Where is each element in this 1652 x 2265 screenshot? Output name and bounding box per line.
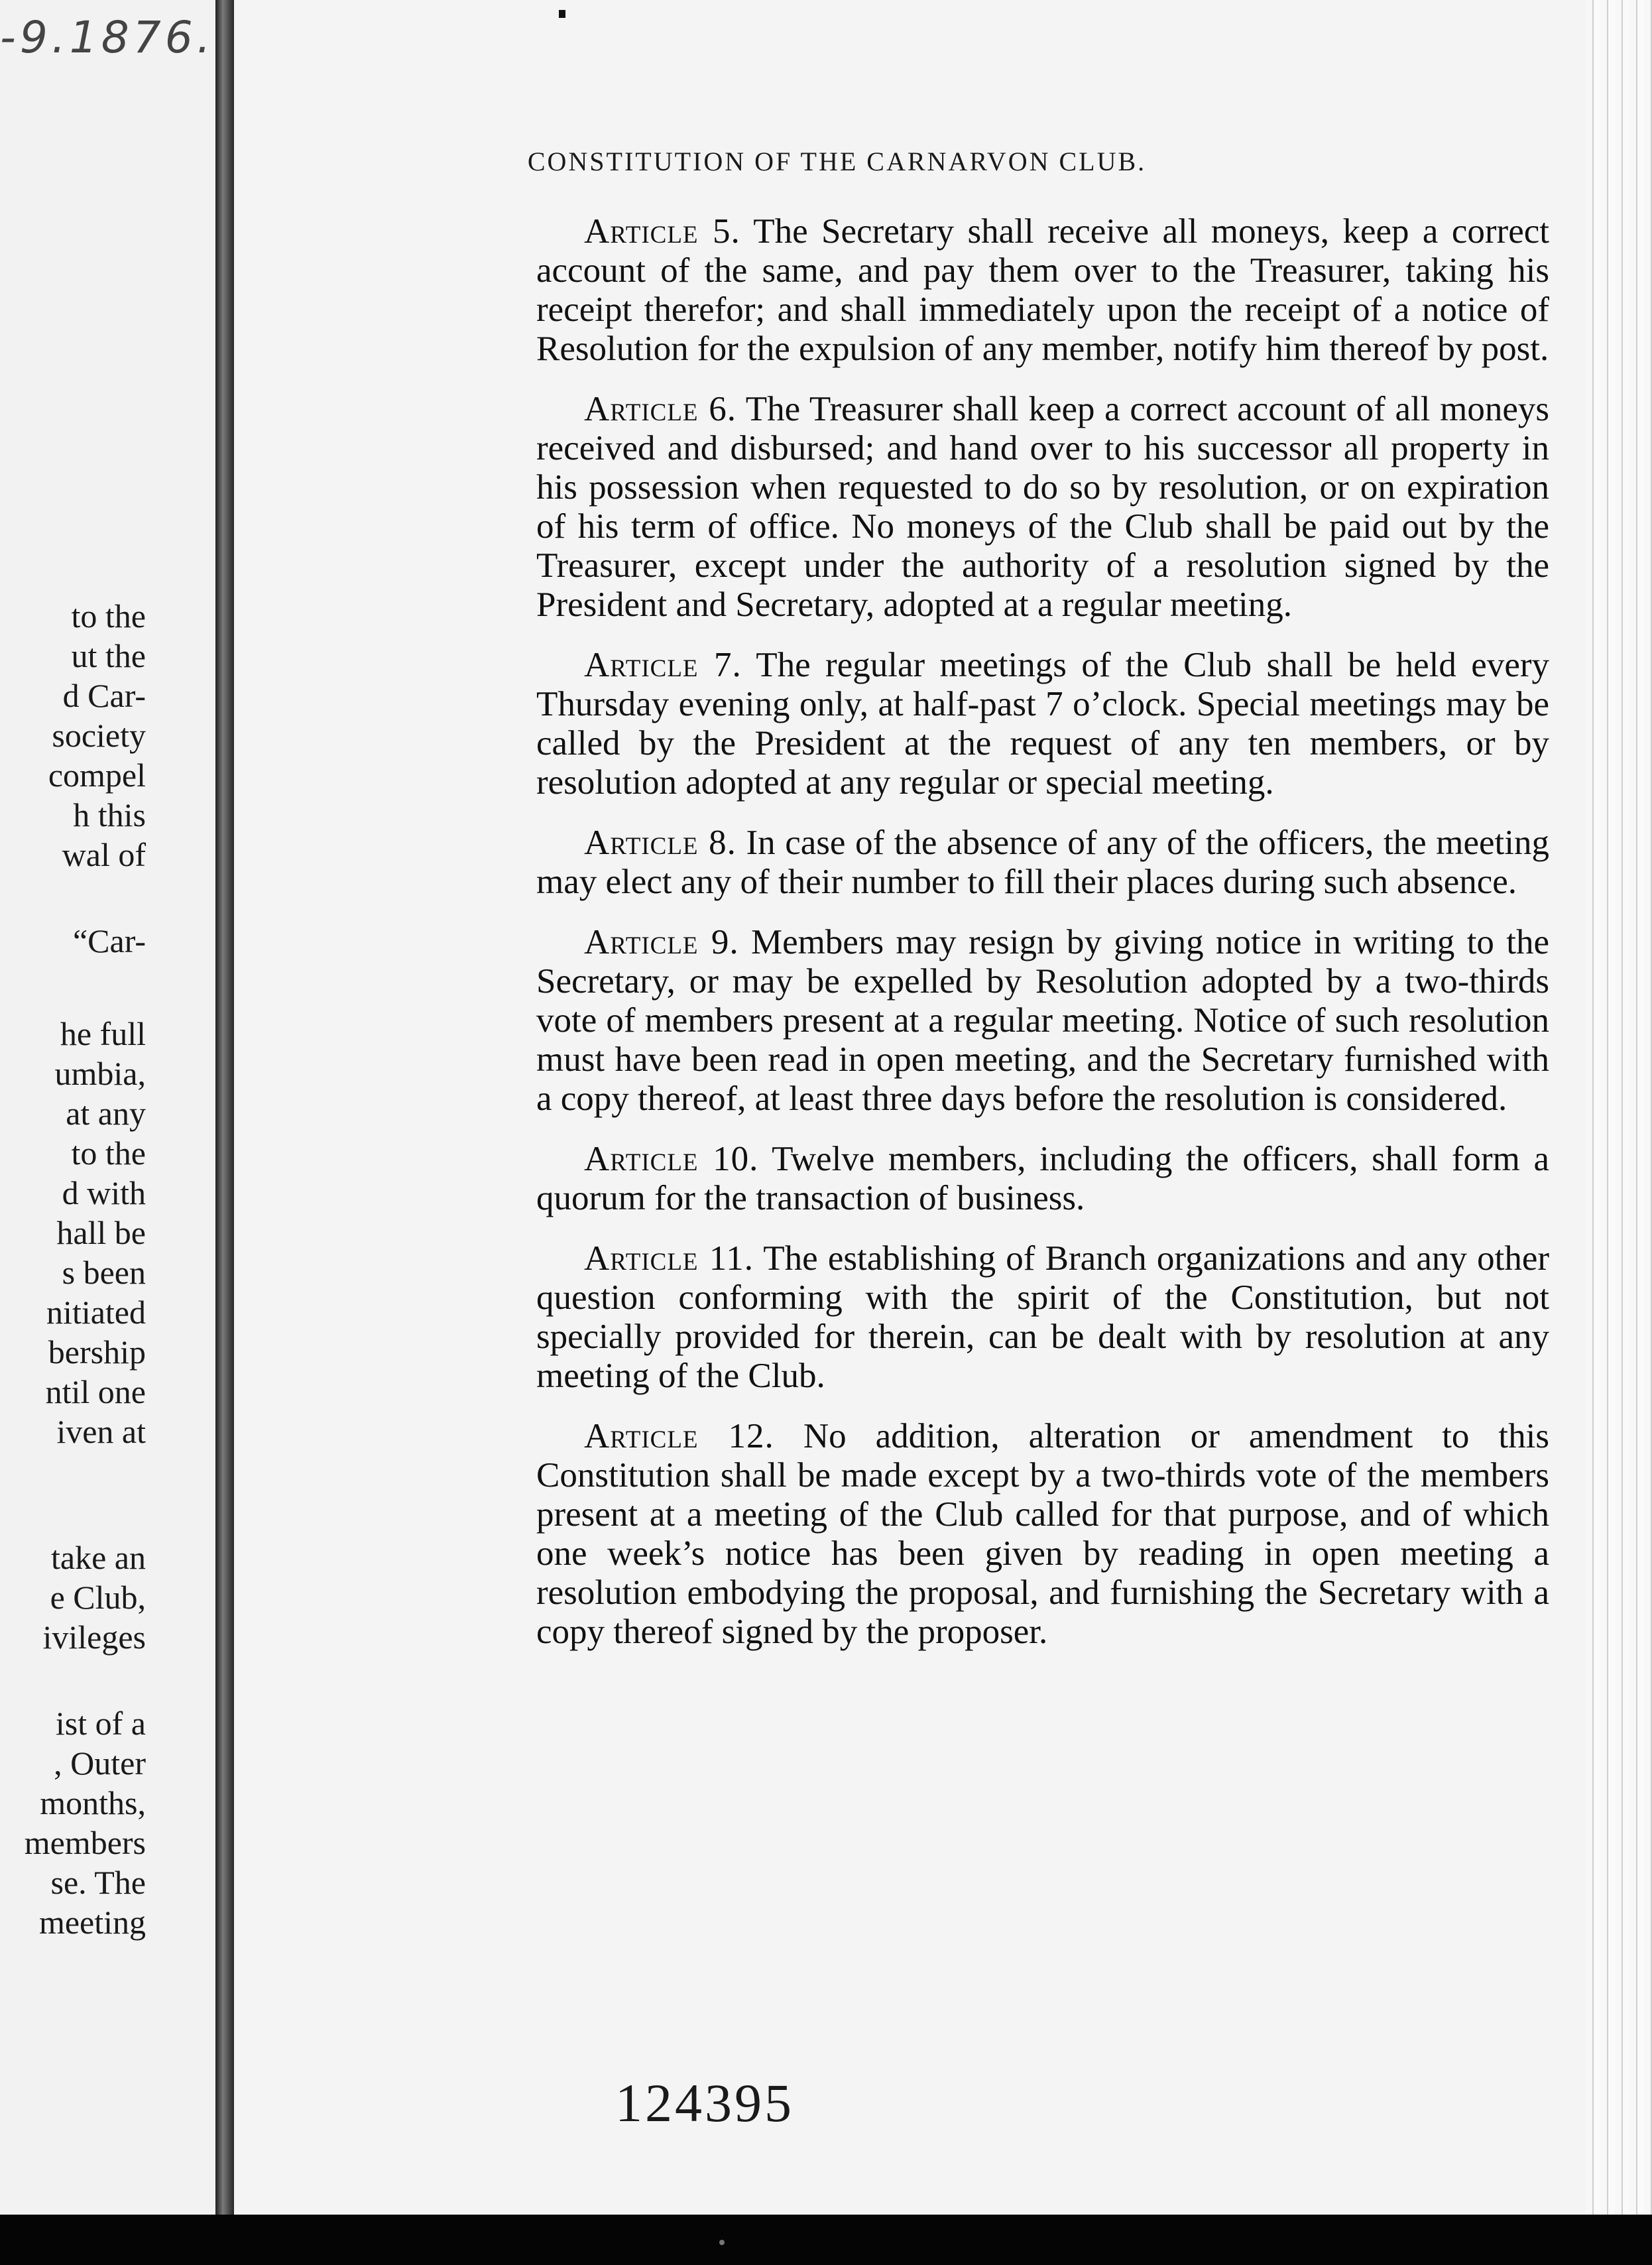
article-paragraph bbox=[536, 390, 1549, 625]
left-text-line: members bbox=[24, 1824, 146, 1861]
article-paragraph bbox=[536, 1239, 1549, 1396]
left-text-line: ntil one bbox=[45, 1373, 146, 1410]
scan-dot bbox=[719, 2240, 725, 2245]
article-paragraph bbox=[536, 824, 1549, 902]
left-text-line: ivileges bbox=[42, 1619, 146, 1656]
handwritten-note: -9.1876. bbox=[0, 12, 215, 63]
left-text-line: “Car- bbox=[72, 922, 146, 959]
left-text-line: nitiated bbox=[46, 1294, 146, 1331]
left-text-line: bership bbox=[48, 1333, 146, 1371]
stamp-number: 124395 bbox=[615, 2073, 794, 2133]
article-paragraph bbox=[536, 646, 1549, 802]
article-label: Article 8. bbox=[584, 824, 737, 862]
article-paragraph bbox=[536, 212, 1549, 369]
article-text: The establishing of Branch organizations and any other question conforming with the spirit of the Constitution, but not specially provided for therein, can be dealt with by resolution at any meeting of the Club. bbox=[536, 1239, 1549, 1395]
left-text-line: take an bbox=[51, 1539, 146, 1576]
left-text-line: he full bbox=[60, 1015, 146, 1052]
article-text: The Treasurer shall keep a correct account of all moneys received and disbursed; and hand over to his successor all property in his possession when requested to do so by resolution, or on expiration of his term of office. No moneys of the Club shall be paid out by the Treasurer, except under the authority of a resolution signed by the President and Secretary, adopted at a regular meeting. bbox=[536, 390, 1549, 624]
article-paragraph bbox=[536, 923, 1549, 1119]
article-text: The regular meetings of the Club shall be held every Thursday evening only, at half-past 7 o’clock. Special meetings may be called by the President at the request of any ten members, or by resolution adopted at any regular or special meeting. bbox=[536, 646, 1549, 802]
book-gutter bbox=[215, 0, 234, 2215]
article-label: Article 9. bbox=[584, 923, 739, 961]
article-label: Article 10. bbox=[584, 1140, 759, 1178]
left-text-line: society bbox=[52, 717, 146, 754]
left-text-line: umbia, bbox=[54, 1055, 146, 1092]
left-text-line: ist of a bbox=[55, 1705, 146, 1742]
left-text-line: d with bbox=[62, 1174, 146, 1211]
left-text-line: se. The bbox=[50, 1864, 146, 1901]
left-page bbox=[0, 0, 215, 2215]
page-header: CONSTITUTION OF THE CARNARVON CLUB. bbox=[527, 147, 1147, 176]
article-label: Article 6. bbox=[584, 390, 737, 428]
article-text: Twelve members, including the officers, shall form a quorum for the transaction of business. bbox=[536, 1140, 1550, 1217]
left-text-line: compel bbox=[48, 757, 146, 794]
left-text-line: e Club, bbox=[50, 1579, 146, 1616]
left-text-line: iven at bbox=[56, 1413, 146, 1450]
article-text: Members may resign by giving notice in writing to the Secretary, or may be expelled by Resolution adopted by a two-thirds vote of members present at a regular meeting. Notice of such resolution must have been read in open meeting, and the Secretary furnished with a copy thereof, at least three days before the resolution is considered. bbox=[536, 923, 1549, 1118]
left-text-line: at any bbox=[66, 1095, 146, 1132]
article-text: The Secretary shall receive all moneys, keep a correct account of the same, and pay them over to the Treasurer, taking his receipt therefor; and shall immediately upon the receipt of a notice of Resolution for the expulsion of any member, notify him thereof by post. bbox=[536, 212, 1549, 368]
page-edges bbox=[1586, 0, 1652, 2215]
left-text-line: months, bbox=[40, 1784, 146, 1821]
scan-border bbox=[0, 2215, 1652, 2265]
left-text-line: s been bbox=[62, 1254, 146, 1291]
article-label: Article 7. bbox=[584, 646, 742, 684]
article-paragraph bbox=[536, 1140, 1549, 1218]
left-text-line: hall be bbox=[56, 1214, 146, 1251]
right-page bbox=[234, 0, 1586, 2215]
article-text: In case of the absence of any of the officers, the meeting may elect any of their number to fill their places during such absence. bbox=[536, 824, 1550, 901]
left-text-line: d Car- bbox=[62, 677, 146, 714]
left-text-line: h this bbox=[73, 796, 146, 833]
article-text: No addition, alteration or amendment to this Constitution shall be made except by a two-thirds vote of the members present at a meeting of the Club called for that purpose, and of which one week’s notice has been given by reading in open meeting a resolution embodying the proposal, and furnishing the Secretary with a copy thereof signed by the proposer. bbox=[536, 1417, 1550, 1651]
article-label: Article 11. bbox=[584, 1239, 754, 1278]
left-text-line: wal of bbox=[62, 836, 146, 873]
left-text-line: , Outer bbox=[54, 1745, 146, 1782]
ink-mark bbox=[559, 10, 565, 18]
left-text-line: meeting bbox=[38, 1904, 146, 1941]
left-text-line: to the bbox=[71, 597, 146, 635]
article-label: Article 12. bbox=[584, 1417, 774, 1455]
left-text-line: to the bbox=[71, 1134, 146, 1172]
article-label: Article 5. bbox=[584, 212, 740, 251]
articles-body bbox=[536, 212, 1549, 1673]
left-text-line: ut the bbox=[71, 637, 146, 674]
article-paragraph bbox=[536, 1417, 1549, 1652]
